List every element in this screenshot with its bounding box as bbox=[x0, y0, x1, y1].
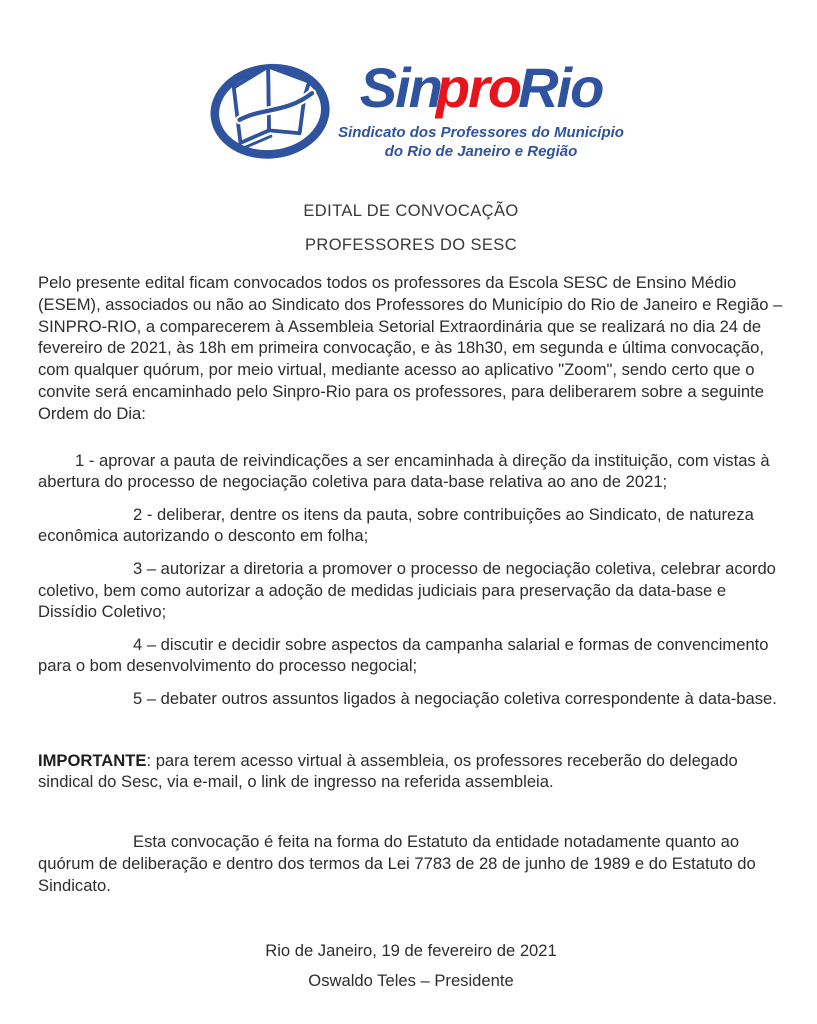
agenda-list bbox=[38, 450, 784, 710]
agenda-item-5: 5 – debater outros assuntos ligados à negociação coletiva correspondente à data-base. bbox=[133, 688, 777, 708]
open-book-icon bbox=[208, 54, 334, 166]
closing-paragraph: Esta convocação é feita na forma do Estatuto da entidade notadamente quanto ao quórum de deliberação e dentro dos termos da Lei 7783 de 28 de junho de 1989 e do Estatuto do Sindicato. bbox=[38, 832, 756, 895]
place-date-line: Rio de Janeiro, 19 de fevereiro de 2021 bbox=[265, 940, 557, 960]
important-text: : para terem acesso virtual à assembleia, os professores receberão do delegado sindical do Sesc, via e-mail, o link de ingresso na referida assembleia. bbox=[38, 750, 738, 792]
logo-text-column bbox=[338, 56, 624, 161]
logo-tagline-line1: Sindicato dos Professores do Município bbox=[338, 124, 624, 141]
signature-line: Oswaldo Teles – Presidente bbox=[308, 971, 514, 991]
wordmark-sin: Sin bbox=[359, 56, 441, 119]
logo-tagline bbox=[338, 123, 624, 161]
wordmark-pro: pro bbox=[435, 56, 521, 119]
agenda-item-2: 2 - deliberar, dentre os itens da pauta, sobre contribuições ao Sindicato, de natureza econômica autorizando o desconto em folha; bbox=[38, 504, 754, 546]
wordmark-sinprorio bbox=[359, 56, 603, 119]
title-line-edital: EDITAL DE CONVOCAÇÃO bbox=[303, 202, 519, 220]
document-title bbox=[38, 202, 784, 255]
agenda-item-4: 4 – discutir e decidir sobre aspectos da campanha salarial e formas de convencimento para o bom desenvolvimento do processo negocial; bbox=[38, 634, 769, 676]
important-paragraph bbox=[38, 750, 784, 794]
intro-paragraph: Pelo presente edital ficam convocados todos os professores da Escola SESC de Ensino Médio (ESEM), associados ou não ao Sindicato dos Professores do Município do Rio de Janeiro e Região – SINPRO-RIO, a comparecerem à Assembleia Setorial Extraordinária que se realizará no dia 24 de fevereiro de 2021, às 18h em primeira convocação, e às 18h30, em segunda e última convocação, com qualquer quórum, por meio virtual, mediante acesso ao aplicativo "Zoom", sendo certo que o convite será encaminhado pelo Sinpro-Rio para os professores, para deliberarem sobre a seguinte Ordem do Dia: bbox=[38, 273, 783, 423]
agenda-item-1: 1 - aprovar a pauta de reivindicações a ser encaminhada à direção da instituição, com vistas à abertura do processo de negociação coletiva para data-base relativa ao ano de 2021; bbox=[38, 450, 770, 492]
sinpro-rio-logo bbox=[48, 52, 784, 166]
agenda-item-3: 3 – autorizar a diretoria a promover o processo de negociação coletiva, celebrar acordo coletivo, bem como autorizar a adoção de medidas judiciais para preservação da data-base e Dissídio Coletivo; bbox=[38, 558, 776, 622]
logo-tagline-line2: do Rio de Janeiro e Região bbox=[384, 143, 578, 160]
title-line-professores: PROFESSORES DO SESC bbox=[304, 236, 518, 254]
wordmark-rio: Rio bbox=[518, 56, 603, 119]
important-label: IMPORTANTE bbox=[38, 750, 147, 770]
